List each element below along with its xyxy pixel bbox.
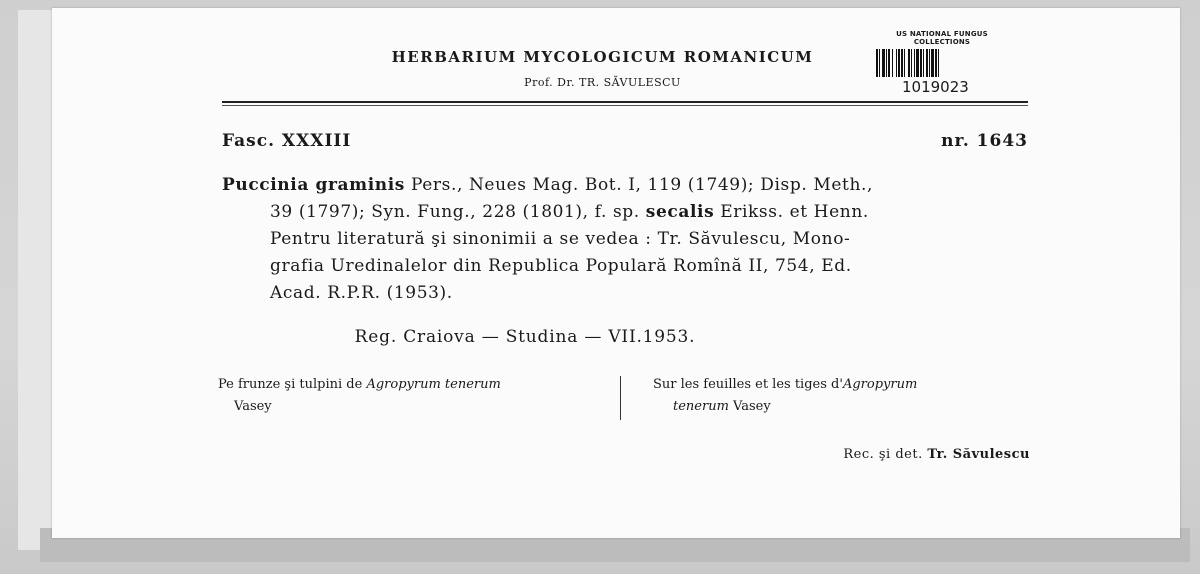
host-fr-genus: Agropyrum xyxy=(842,377,918,392)
host-fr-author: Vasey xyxy=(728,399,771,414)
description-line-1: Pers., Neues Mag. Bot. I, 119 (1749); Disp. Meth., xyxy=(404,175,873,195)
host-ro-author: Vasey xyxy=(234,399,272,414)
host-french xyxy=(653,374,1043,418)
description-line-2a: 39 (1797); Syn. Fung., 228 (1801), f. sp. xyxy=(270,202,646,222)
column-divider xyxy=(620,376,621,420)
host-fr-prefix: Sur les feuilles et les tiges d' xyxy=(653,377,843,392)
host-ro-prefix: Pe frunze şi tulpini de xyxy=(218,377,367,392)
barcode-image xyxy=(876,49,1008,77)
collector-line xyxy=(843,447,1030,462)
barcode-bar xyxy=(939,49,941,77)
collector-name: Tr. Săvulescu xyxy=(927,447,1030,462)
barcode-number: 1019023 xyxy=(902,78,969,96)
header-rule-thin xyxy=(222,105,1028,106)
description-line-4: grafia Uredinalelor din Republica Populară Romînă II, 754, Ed. xyxy=(270,256,852,276)
fascicle-label: Fasc. XXXIII xyxy=(222,131,352,151)
herbarium-title: HERBARIUM MYCOLOGICUM ROMANICUM xyxy=(391,48,814,66)
barcode-block xyxy=(872,30,1012,94)
description-line-3: Pentru literatură şi sinonimii a se vedea : Tr. Săvulescu, Mono- xyxy=(270,229,851,249)
host-romanian xyxy=(218,374,608,418)
host-fr-epithet: tenerum xyxy=(673,399,729,414)
host-ro-species: Agropyrum tenerum xyxy=(366,377,501,392)
collector-prefix: Rec. şi det. xyxy=(843,447,928,462)
collection-locality: Reg. Craiova — Studina — VII.1953. xyxy=(354,327,696,347)
description-line-5: Acad. R.P.R. (1953). xyxy=(270,283,453,303)
taxon-name: Puccinia graminis xyxy=(222,175,405,195)
taxon-description xyxy=(222,172,1032,307)
barcode-caption: US NATIONAL FUNGUS COLLECTIONS xyxy=(896,30,988,46)
specimen-number: nr. 1643 xyxy=(941,131,1028,151)
forma-specialis: secalis xyxy=(645,202,715,222)
herbarium-subtitle: Prof. Dr. TR. SĂVULESCU xyxy=(524,76,681,89)
header-rule xyxy=(222,101,1028,103)
description-line-2b: Erikss. et Henn. xyxy=(714,202,869,222)
